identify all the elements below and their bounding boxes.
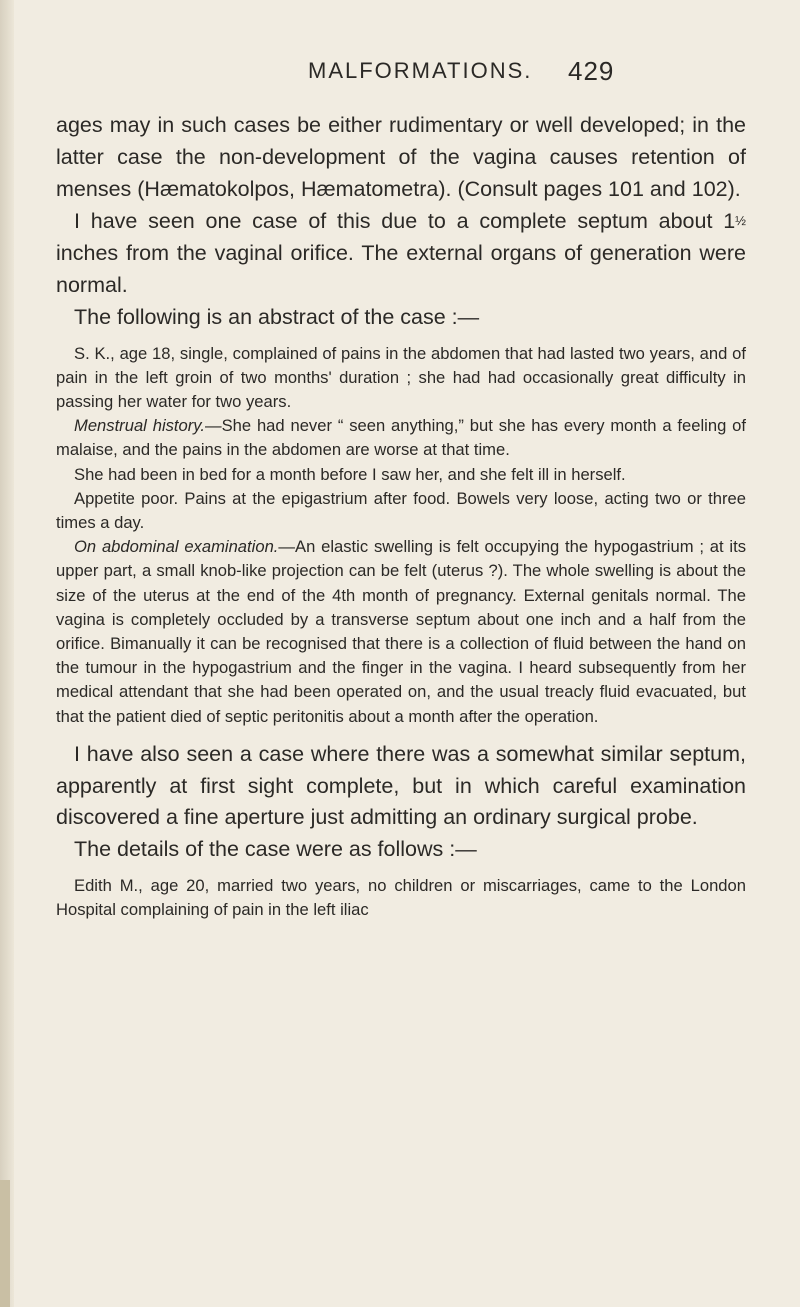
case1-abdominal-exam <box>56 535 746 729</box>
menstrual-history-text: —She had never “ seen anything,” but she has every month a feeling of malaise, and the pains in the abdomen are worse at that time. <box>56 416 746 460</box>
abdominal-exam-heading: On abdominal examination. <box>74 537 279 557</box>
paragraph-abstract-intro: The following is an abstract of the case :— <box>74 304 480 329</box>
case1-complaint: S. K., age 18, single, complained of pains in the abdomen that had lasted two years, and of pain in the left groin of two months' duration ; she had had occasionally great difficulty in passing her water for two years. <box>56 343 746 411</box>
abdominal-exam-text: —An elastic swelling is felt occupying the hypogastrium ; at its upper part, a small knob-like projection can be felt (uterus ?). The whole swelling is about the size of the uterus at the end of the 4th month of pregnancy. External genitals normal. The vagina is completely occluded by a transverse septum about one inch and a half from the orifice. Bimanually it can be recognised that there is a collection of fluid between the hand on the tumour in the hypogastrium and the finger in the vagina. I heard subsequently from her medical attendant that she had been operated on, and the usual treacly fluid evacuated, but that the patient died of septic peritonitis about a month after the operation. <box>56 537 746 726</box>
page-edge-shadow <box>0 0 14 1307</box>
page-number: 429 <box>568 56 615 86</box>
page-header <box>308 56 738 98</box>
case1-menstrual-history <box>56 414 746 462</box>
running-title: MALFORMATIONS. <box>308 58 533 83</box>
septum-text-after: inches from the vaginal orifice. The external organs of generation were normal. <box>56 241 746 297</box>
case1-bed-rest: She had been in bed for a month before I saw her, and she felt ill in herself. <box>74 464 626 484</box>
case1-appetite: Appetite poor. Pains at the epigastrium after food. Bowels very loose, acting two or three times a day. <box>56 488 746 532</box>
case2-complaint: Edith M., age 20, married two years, no children or miscarriages, came to the London Hospital complaining of pain in the left iliac <box>56 876 746 920</box>
page-body <box>56 110 746 922</box>
paragraph-rudimentary: ages may in such cases be either rudimentary or well developed; in the latter case the non-development of the vagina causes retention of menses (Hæmatokolpos, Hæmatometra). (Consult pages 101 and 102). <box>56 113 746 201</box>
paragraph-septum-case <box>56 205 746 301</box>
fraction-half: ½ <box>735 213 746 229</box>
septum-text-before: I have seen one case of this due to a complete septum about 1 <box>74 209 736 234</box>
menstrual-history-heading: Menstrual history. <box>74 416 205 436</box>
paragraph-similar-septum: I have also seen a case where there was a somewhat similar septum, apparently at first sight complete, but in which careful examination discovered a fine aperture just admitting an ordinary surgical probe. <box>56 741 746 830</box>
paragraph-details-intro: The details of the case were as follows :— <box>74 837 477 862</box>
page-edge-binding <box>0 1180 10 1307</box>
